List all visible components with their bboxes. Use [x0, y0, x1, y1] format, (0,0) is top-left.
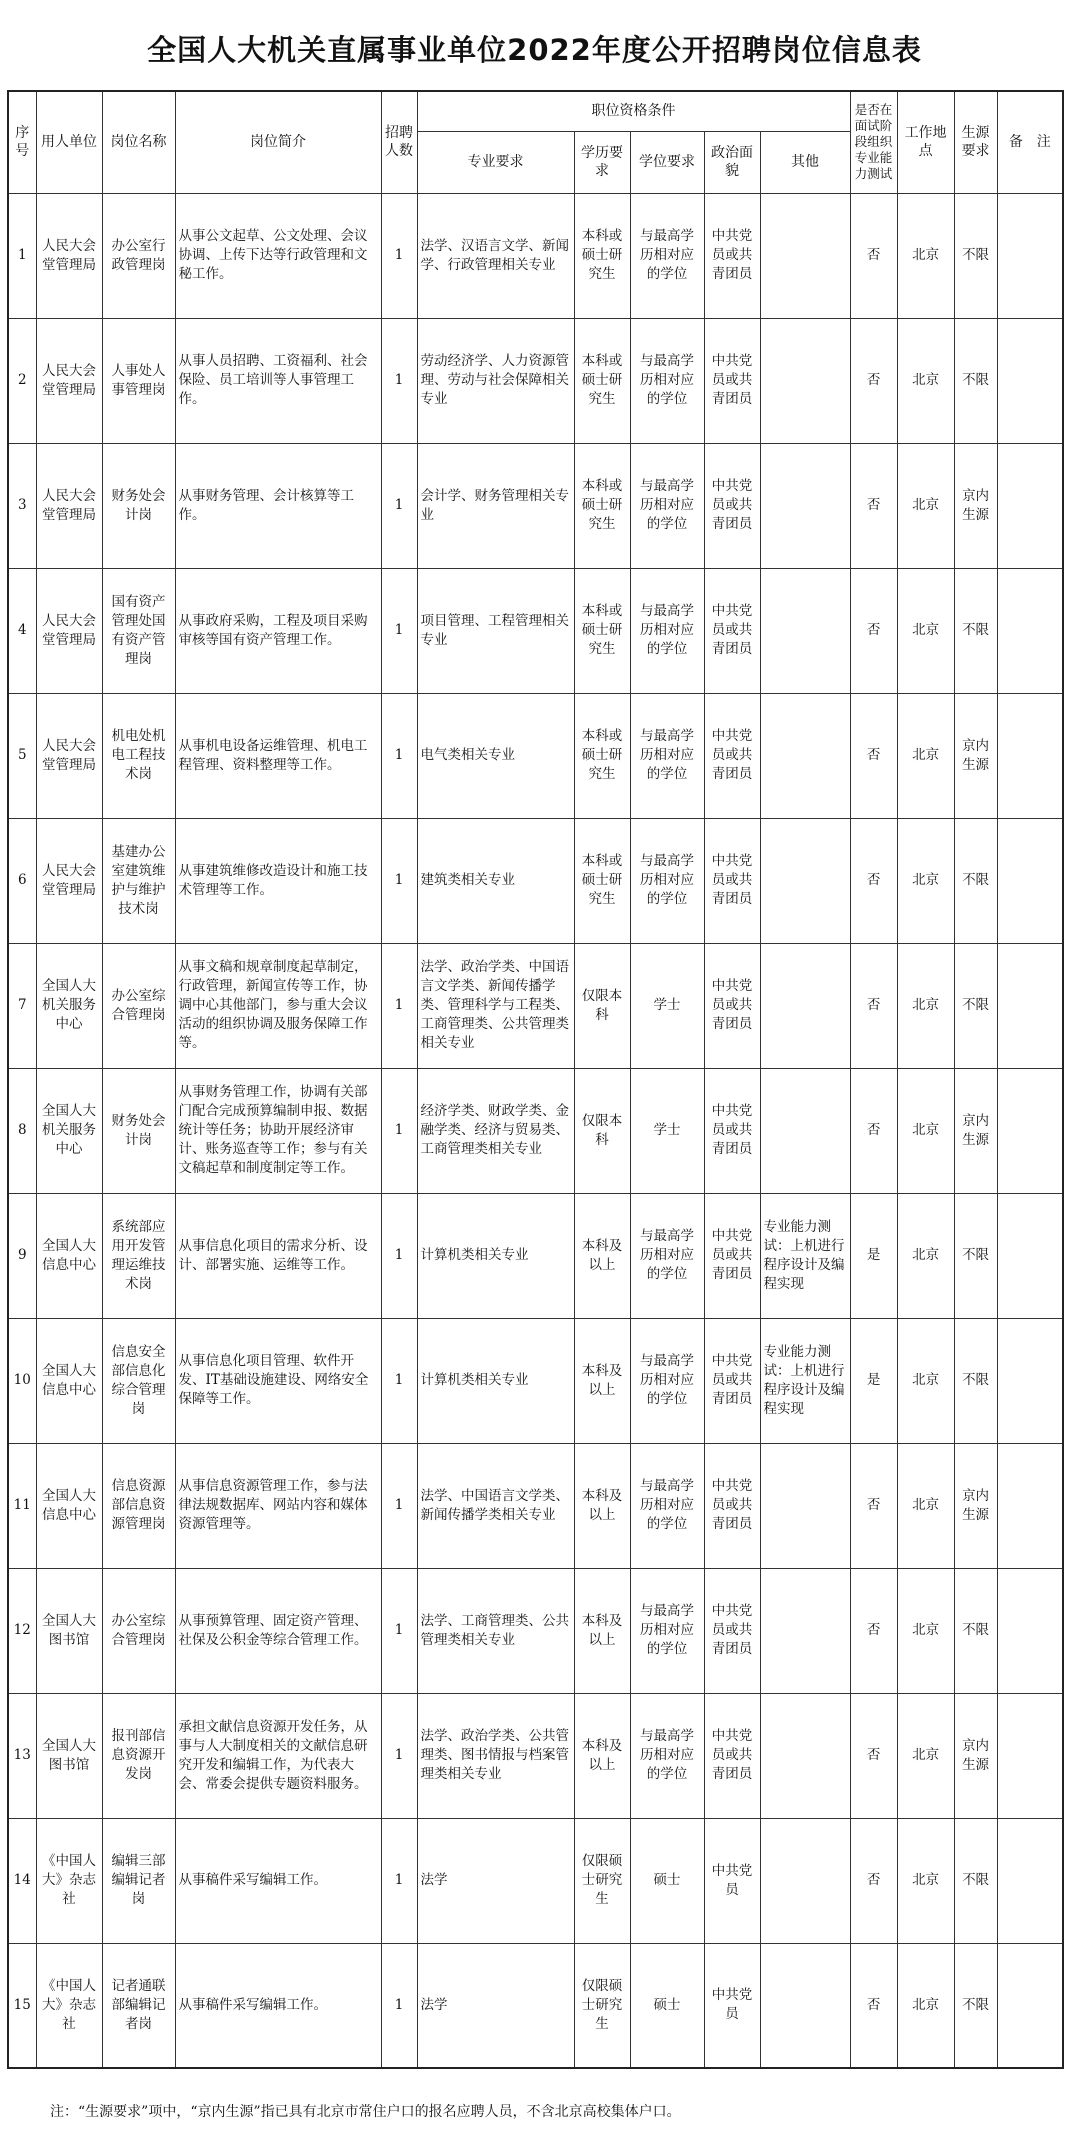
cell-location: 北京 — [897, 318, 954, 443]
cell-source: 不限 — [954, 818, 997, 943]
cell-politics: 中共党员或共青团员 — [704, 1443, 760, 1568]
cell-location: 北京 — [897, 943, 954, 1068]
cell-count: 1 — [381, 1443, 417, 1568]
cell-source: 京内生源 — [954, 693, 997, 818]
cell-major: 项目管理、工程管理相关专业 — [417, 568, 574, 693]
table-row — [8, 443, 1063, 568]
cell-degree: 与最高学历相对应的学位 — [630, 318, 704, 443]
cell-test: 否 — [850, 818, 897, 943]
cell-remarks — [997, 1068, 1063, 1193]
header-education: 学历要求 — [574, 131, 630, 193]
cell-employer: 人民大会堂管理局 — [36, 193, 102, 318]
cell-other — [760, 1443, 850, 1568]
cell-degree: 与最高学历相对应的学位 — [630, 1193, 704, 1318]
cell-education: 本科或硕士研究生 — [574, 193, 630, 318]
table-row — [8, 1318, 1063, 1443]
cell-intro: 从事信息化项目的需求分析、设计、部署实施、运维等工作。 — [175, 1193, 381, 1318]
cell-location: 北京 — [897, 693, 954, 818]
cell-other — [760, 693, 850, 818]
table-row — [8, 318, 1063, 443]
cell-count: 1 — [381, 443, 417, 568]
cell-position: 机电处机电工程技术岗 — [102, 693, 175, 818]
cell-education: 本科或硕士研究生 — [574, 818, 630, 943]
cell-count: 1 — [381, 1568, 417, 1693]
table-row — [8, 1693, 1063, 1818]
cell-degree: 学士 — [630, 1068, 704, 1193]
cell-remarks — [997, 1943, 1063, 2068]
cell-employer: 全国人大图书馆 — [36, 1568, 102, 1693]
header-qualifications: 职位资格条件 — [417, 91, 850, 131]
cell-location: 北京 — [897, 1318, 954, 1443]
cell-intro: 从事稿件采写编辑工作。 — [175, 1943, 381, 2068]
table-row — [8, 1943, 1063, 2068]
cell-remarks — [997, 1318, 1063, 1443]
header-source: 生源要求 — [954, 91, 997, 193]
cell-intro: 从事政府采购，工程及项目采购审核等国有资产管理工作。 — [175, 568, 381, 693]
cell-degree: 与最高学历相对应的学位 — [630, 443, 704, 568]
cell-position: 报刊部信息资源开发岗 — [102, 1693, 175, 1818]
table-body — [8, 193, 1063, 2068]
cell-position: 基建办公室建筑维护与维护技术岗 — [102, 818, 175, 943]
recruitment-table — [7, 90, 1064, 2069]
cell-education: 仅限硕士研究生 — [574, 1818, 630, 1943]
cell-source: 不限 — [954, 568, 997, 693]
cell-seq: 11 — [8, 1443, 36, 1568]
footnote: 注：“生源要求”项中，“京内生源”指已具有北京市常住户口的报名应聘人员，不含北京高校集体户口。 — [50, 2104, 681, 2120]
cell-test: 是 — [850, 1193, 897, 1318]
cell-test: 否 — [850, 443, 897, 568]
cell-employer: 全国人大信息中心 — [36, 1193, 102, 1318]
cell-remarks — [997, 193, 1063, 318]
cell-intro: 从事稿件采写编辑工作。 — [175, 1818, 381, 1943]
cell-intro: 从事财务管理、会计核算等工作。 — [175, 443, 381, 568]
cell-education: 本科及以上 — [574, 1193, 630, 1318]
cell-major: 法学 — [417, 1818, 574, 1943]
cell-seq: 7 — [8, 943, 36, 1068]
cell-remarks — [997, 1443, 1063, 1568]
cell-degree: 与最高学历相对应的学位 — [630, 1693, 704, 1818]
cell-source: 不限 — [954, 1193, 997, 1318]
cell-position: 人事处人事管理岗 — [102, 318, 175, 443]
cell-politics: 中共党员或共青团员 — [704, 693, 760, 818]
cell-test: 否 — [850, 693, 897, 818]
cell-position: 系统部应用开发管理运维技术岗 — [102, 1193, 175, 1318]
cell-employer: 全国人大机关服务中心 — [36, 1068, 102, 1193]
header-politics: 政治面貌 — [704, 131, 760, 193]
table-row — [8, 1568, 1063, 1693]
cell-count: 1 — [381, 1068, 417, 1193]
cell-seq: 6 — [8, 818, 36, 943]
cell-remarks — [997, 1818, 1063, 1943]
cell-politics: 中共党员或共青团员 — [704, 1568, 760, 1693]
cell-source: 不限 — [954, 193, 997, 318]
cell-degree: 与最高学历相对应的学位 — [630, 1443, 704, 1568]
cell-test: 否 — [850, 568, 897, 693]
header-major: 专业要求 — [417, 131, 574, 193]
cell-intro: 从事机电设备运维管理、机电工程管理、资料整理等工作。 — [175, 693, 381, 818]
cell-position: 办公室综合管理岗 — [102, 1568, 175, 1693]
cell-intro: 从事建筑维修改造设计和施工技术管理等工作。 — [175, 818, 381, 943]
cell-test: 否 — [850, 1443, 897, 1568]
cell-remarks — [997, 1568, 1063, 1693]
cell-location: 北京 — [897, 1193, 954, 1318]
cell-major: 法学 — [417, 1943, 574, 2068]
cell-position: 财务处会计岗 — [102, 443, 175, 568]
cell-source: 不限 — [954, 943, 997, 1068]
cell-count: 1 — [381, 1818, 417, 1943]
cell-politics: 中共党员或共青团员 — [704, 818, 760, 943]
table-row — [8, 818, 1063, 943]
cell-politics: 中共党员或共青团员 — [704, 943, 760, 1068]
table-row — [8, 1443, 1063, 1568]
cell-politics: 中共党员或共青团员 — [704, 443, 760, 568]
cell-count: 1 — [381, 1318, 417, 1443]
cell-education: 仅限硕士研究生 — [574, 1943, 630, 2068]
cell-education: 仅限本科 — [574, 1068, 630, 1193]
cell-other — [760, 943, 850, 1068]
cell-location: 北京 — [897, 568, 954, 693]
cell-location: 北京 — [897, 1568, 954, 1693]
header-count: 招聘人数 — [381, 91, 417, 193]
cell-other: 专业能力测试：上机进行程序设计及编程实现 — [760, 1318, 850, 1443]
cell-major: 法学、中国语言文学类、新闻传播学类相关专业 — [417, 1443, 574, 1568]
cell-major: 计算机类相关专业 — [417, 1318, 574, 1443]
cell-source: 京内生源 — [954, 1068, 997, 1193]
cell-degree: 与最高学历相对应的学位 — [630, 193, 704, 318]
cell-politics: 中共党员或共青团员 — [704, 318, 760, 443]
cell-seq: 15 — [8, 1943, 36, 2068]
cell-seq: 1 — [8, 193, 36, 318]
cell-seq: 10 — [8, 1318, 36, 1443]
cell-major: 会计学、财务管理相关专业 — [417, 443, 574, 568]
cell-education: 本科或硕士研究生 — [574, 568, 630, 693]
cell-position: 办公室综合管理岗 — [102, 943, 175, 1068]
cell-degree: 硕士 — [630, 1943, 704, 2068]
cell-count: 1 — [381, 1693, 417, 1818]
cell-intro: 从事文稿和规章制度起草制定，行政管理，新闻宣传等工作，协调中心其他部门，参与重大会议活动的组织协调及服务保障工作等。 — [175, 943, 381, 1068]
cell-politics: 中共党员或共青团员 — [704, 193, 760, 318]
cell-other — [760, 1068, 850, 1193]
cell-test: 否 — [850, 943, 897, 1068]
cell-location: 北京 — [897, 1068, 954, 1193]
cell-count: 1 — [381, 568, 417, 693]
cell-education: 本科或硕士研究生 — [574, 693, 630, 818]
cell-remarks — [997, 1693, 1063, 1818]
cell-degree: 与最高学历相对应的学位 — [630, 818, 704, 943]
cell-seq: 2 — [8, 318, 36, 443]
cell-remarks — [997, 1193, 1063, 1318]
cell-count: 1 — [381, 943, 417, 1068]
cell-other — [760, 1943, 850, 2068]
cell-test: 否 — [850, 318, 897, 443]
cell-intro: 从事财务管理工作，协调有关部门配合完成预算编制申报、数据统计等任务；协助开展经济审计、账务巡查等工作；参与有关文稿起草和制度制定等工作。 — [175, 1068, 381, 1193]
cell-remarks — [997, 318, 1063, 443]
cell-location: 北京 — [897, 1818, 954, 1943]
cell-degree: 与最高学历相对应的学位 — [630, 568, 704, 693]
cell-location: 北京 — [897, 818, 954, 943]
cell-other — [760, 318, 850, 443]
cell-source: 不限 — [954, 1943, 997, 2068]
cell-seq: 4 — [8, 568, 36, 693]
cell-intro: 从事预算管理、固定资产管理、社保及公积金等综合管理工作。 — [175, 1568, 381, 1693]
cell-employer: 人民大会堂管理局 — [36, 693, 102, 818]
cell-count: 1 — [381, 693, 417, 818]
header-employer: 用人单位 — [36, 91, 102, 193]
cell-seq: 14 — [8, 1818, 36, 1943]
cell-employer: 人民大会堂管理局 — [36, 318, 102, 443]
cell-major: 法学、政治学类、公共管理类、图书情报与档案管理类相关专业 — [417, 1693, 574, 1818]
cell-major: 电气类相关专业 — [417, 693, 574, 818]
cell-major: 经济学类、财政学类、金融学类、经济与贸易类、工商管理类相关专业 — [417, 1068, 574, 1193]
cell-employer: 人民大会堂管理局 — [36, 568, 102, 693]
table-row — [8, 193, 1063, 318]
cell-employer: 《中国人大》杂志社 — [36, 1818, 102, 1943]
header-row-1 — [8, 91, 1063, 131]
cell-seq: 13 — [8, 1693, 36, 1818]
cell-intro: 从事信息化项目管理、软件开发、IT基础设施建设、网络安全保障等工作。 — [175, 1318, 381, 1443]
cell-location: 北京 — [897, 1943, 954, 2068]
cell-count: 1 — [381, 193, 417, 318]
cell-test: 是 — [850, 1318, 897, 1443]
cell-remarks — [997, 818, 1063, 943]
cell-source: 不限 — [954, 1818, 997, 1943]
page-title: 全国人大机关直属事业单位2022年度公开招聘岗位信息表 — [147, 33, 922, 67]
cell-education: 本科或硕士研究生 — [574, 443, 630, 568]
cell-major: 法学、工商管理类、公共管理类相关专业 — [417, 1568, 574, 1693]
header-other: 其他 — [760, 131, 850, 193]
cell-education: 仅限本科 — [574, 943, 630, 1068]
cell-employer: 人民大会堂管理局 — [36, 818, 102, 943]
cell-other: 专业能力测试：上机进行程序设计及编程实现 — [760, 1193, 850, 1318]
cell-seq: 5 — [8, 693, 36, 818]
cell-major: 法学、汉语言文学、新闻学、行政管理相关专业 — [417, 193, 574, 318]
cell-employer: 人民大会堂管理局 — [36, 443, 102, 568]
cell-education: 本科及以上 — [574, 1318, 630, 1443]
cell-position: 编辑三部编辑记者岗 — [102, 1818, 175, 1943]
cell-test: 否 — [850, 1568, 897, 1693]
cell-seq: 8 — [8, 1068, 36, 1193]
cell-location: 北京 — [897, 193, 954, 318]
cell-employer: 全国人大信息中心 — [36, 1443, 102, 1568]
cell-seq: 3 — [8, 443, 36, 568]
cell-employer: 全国人大图书馆 — [36, 1693, 102, 1818]
cell-education: 本科及以上 — [574, 1693, 630, 1818]
cell-politics: 中共党员或共青团员 — [704, 1693, 760, 1818]
cell-politics: 中共党员或共青团员 — [704, 1068, 760, 1193]
cell-other — [760, 568, 850, 693]
cell-intro: 从事公文起草、公文处理、会议协调、上传下达等行政管理和文秘工作。 — [175, 193, 381, 318]
table-row — [8, 693, 1063, 818]
cell-source: 不限 — [954, 318, 997, 443]
table-row — [8, 568, 1063, 693]
cell-count: 1 — [381, 1943, 417, 2068]
cell-remarks — [997, 443, 1063, 568]
cell-education: 本科及以上 — [574, 1443, 630, 1568]
cell-count: 1 — [381, 318, 417, 443]
header-remarks: 备 注 — [997, 91, 1063, 193]
cell-count: 1 — [381, 818, 417, 943]
cell-major: 建筑类相关专业 — [417, 818, 574, 943]
cell-count: 1 — [381, 1193, 417, 1318]
cell-other — [760, 193, 850, 318]
cell-position: 信息资源部信息资源管理岗 — [102, 1443, 175, 1568]
cell-location: 北京 — [897, 1443, 954, 1568]
cell-other — [760, 1693, 850, 1818]
cell-test: 否 — [850, 1068, 897, 1193]
cell-politics: 中共党员或共青团员 — [704, 1193, 760, 1318]
cell-major: 法学、政治学类、中国语言文学类、新闻传播学类、管理科学与工程类、工商管理类、公共管理类相关专业 — [417, 943, 574, 1068]
cell-other — [760, 443, 850, 568]
cell-remarks — [997, 943, 1063, 1068]
cell-education: 本科或硕士研究生 — [574, 318, 630, 443]
cell-degree: 学士 — [630, 943, 704, 1068]
header-position: 岗位名称 — [102, 91, 175, 193]
cell-other — [760, 818, 850, 943]
cell-degree: 与最高学历相对应的学位 — [630, 693, 704, 818]
cell-politics: 中共党员 — [704, 1818, 760, 1943]
table-row — [8, 1818, 1063, 1943]
cell-location: 北京 — [897, 443, 954, 568]
cell-test: 否 — [850, 1818, 897, 1943]
cell-source: 京内生源 — [954, 1443, 997, 1568]
cell-degree: 硕士 — [630, 1818, 704, 1943]
cell-politics: 中共党员或共青团员 — [704, 1318, 760, 1443]
cell-position: 信息安全部信息化综合管理岗 — [102, 1318, 175, 1443]
table-row — [8, 1193, 1063, 1318]
cell-other — [760, 1568, 850, 1693]
header-intro: 岗位简介 — [175, 91, 381, 193]
cell-major: 劳动经济学、人力资源管理、劳动与社会保障相关专业 — [417, 318, 574, 443]
cell-source: 不限 — [954, 1568, 997, 1693]
table-row — [8, 943, 1063, 1068]
cell-position: 国有资产管理处国有资产管理岗 — [102, 568, 175, 693]
cell-degree: 与最高学历相对应的学位 — [630, 1318, 704, 1443]
cell-position: 记者通联部编辑记者岗 — [102, 1943, 175, 2068]
cell-intro: 从事信息资源管理工作，参与法律法规数据库、网站内容和媒体资源管理等。 — [175, 1443, 381, 1568]
cell-intro: 从事人员招聘、工资福利、社会保险、员工培训等人事管理工作。 — [175, 318, 381, 443]
cell-intro: 承担文献信息资源开发任务，从事与人大制度相关的文献信息研究开发和编辑工作，为代表大会、常委会提供专题资料服务。 — [175, 1693, 381, 1818]
cell-test: 否 — [850, 193, 897, 318]
table-row — [8, 1068, 1063, 1193]
cell-source: 京内生源 — [954, 1693, 997, 1818]
cell-test: 否 — [850, 1943, 897, 2068]
cell-seq: 9 — [8, 1193, 36, 1318]
cell-source: 京内生源 — [954, 443, 997, 568]
cell-other — [760, 1818, 850, 1943]
cell-position: 办公室行政管理岗 — [102, 193, 175, 318]
cell-test: 否 — [850, 1693, 897, 1818]
cell-remarks — [997, 693, 1063, 818]
cell-employer: 《中国人大》杂志社 — [36, 1943, 102, 2068]
cell-major: 计算机类相关专业 — [417, 1193, 574, 1318]
cell-politics: 中共党员或共青团员 — [704, 568, 760, 693]
cell-politics: 中共党员 — [704, 1943, 760, 2068]
cell-employer: 全国人大信息中心 — [36, 1318, 102, 1443]
cell-seq: 12 — [8, 1568, 36, 1693]
cell-education: 本科及以上 — [574, 1568, 630, 1693]
cell-remarks — [997, 568, 1063, 693]
header-degree: 学位要求 — [630, 131, 704, 193]
cell-employer: 全国人大机关服务中心 — [36, 943, 102, 1068]
cell-position: 财务处会计岗 — [102, 1068, 175, 1193]
cell-degree: 与最高学历相对应的学位 — [630, 1568, 704, 1693]
header-test: 是否在面试阶段组织专业能力测试 — [850, 91, 897, 193]
header-location: 工作地点 — [897, 91, 954, 193]
header-seq: 序号 — [8, 91, 36, 193]
cell-location: 北京 — [897, 1693, 954, 1818]
cell-source: 不限 — [954, 1318, 997, 1443]
